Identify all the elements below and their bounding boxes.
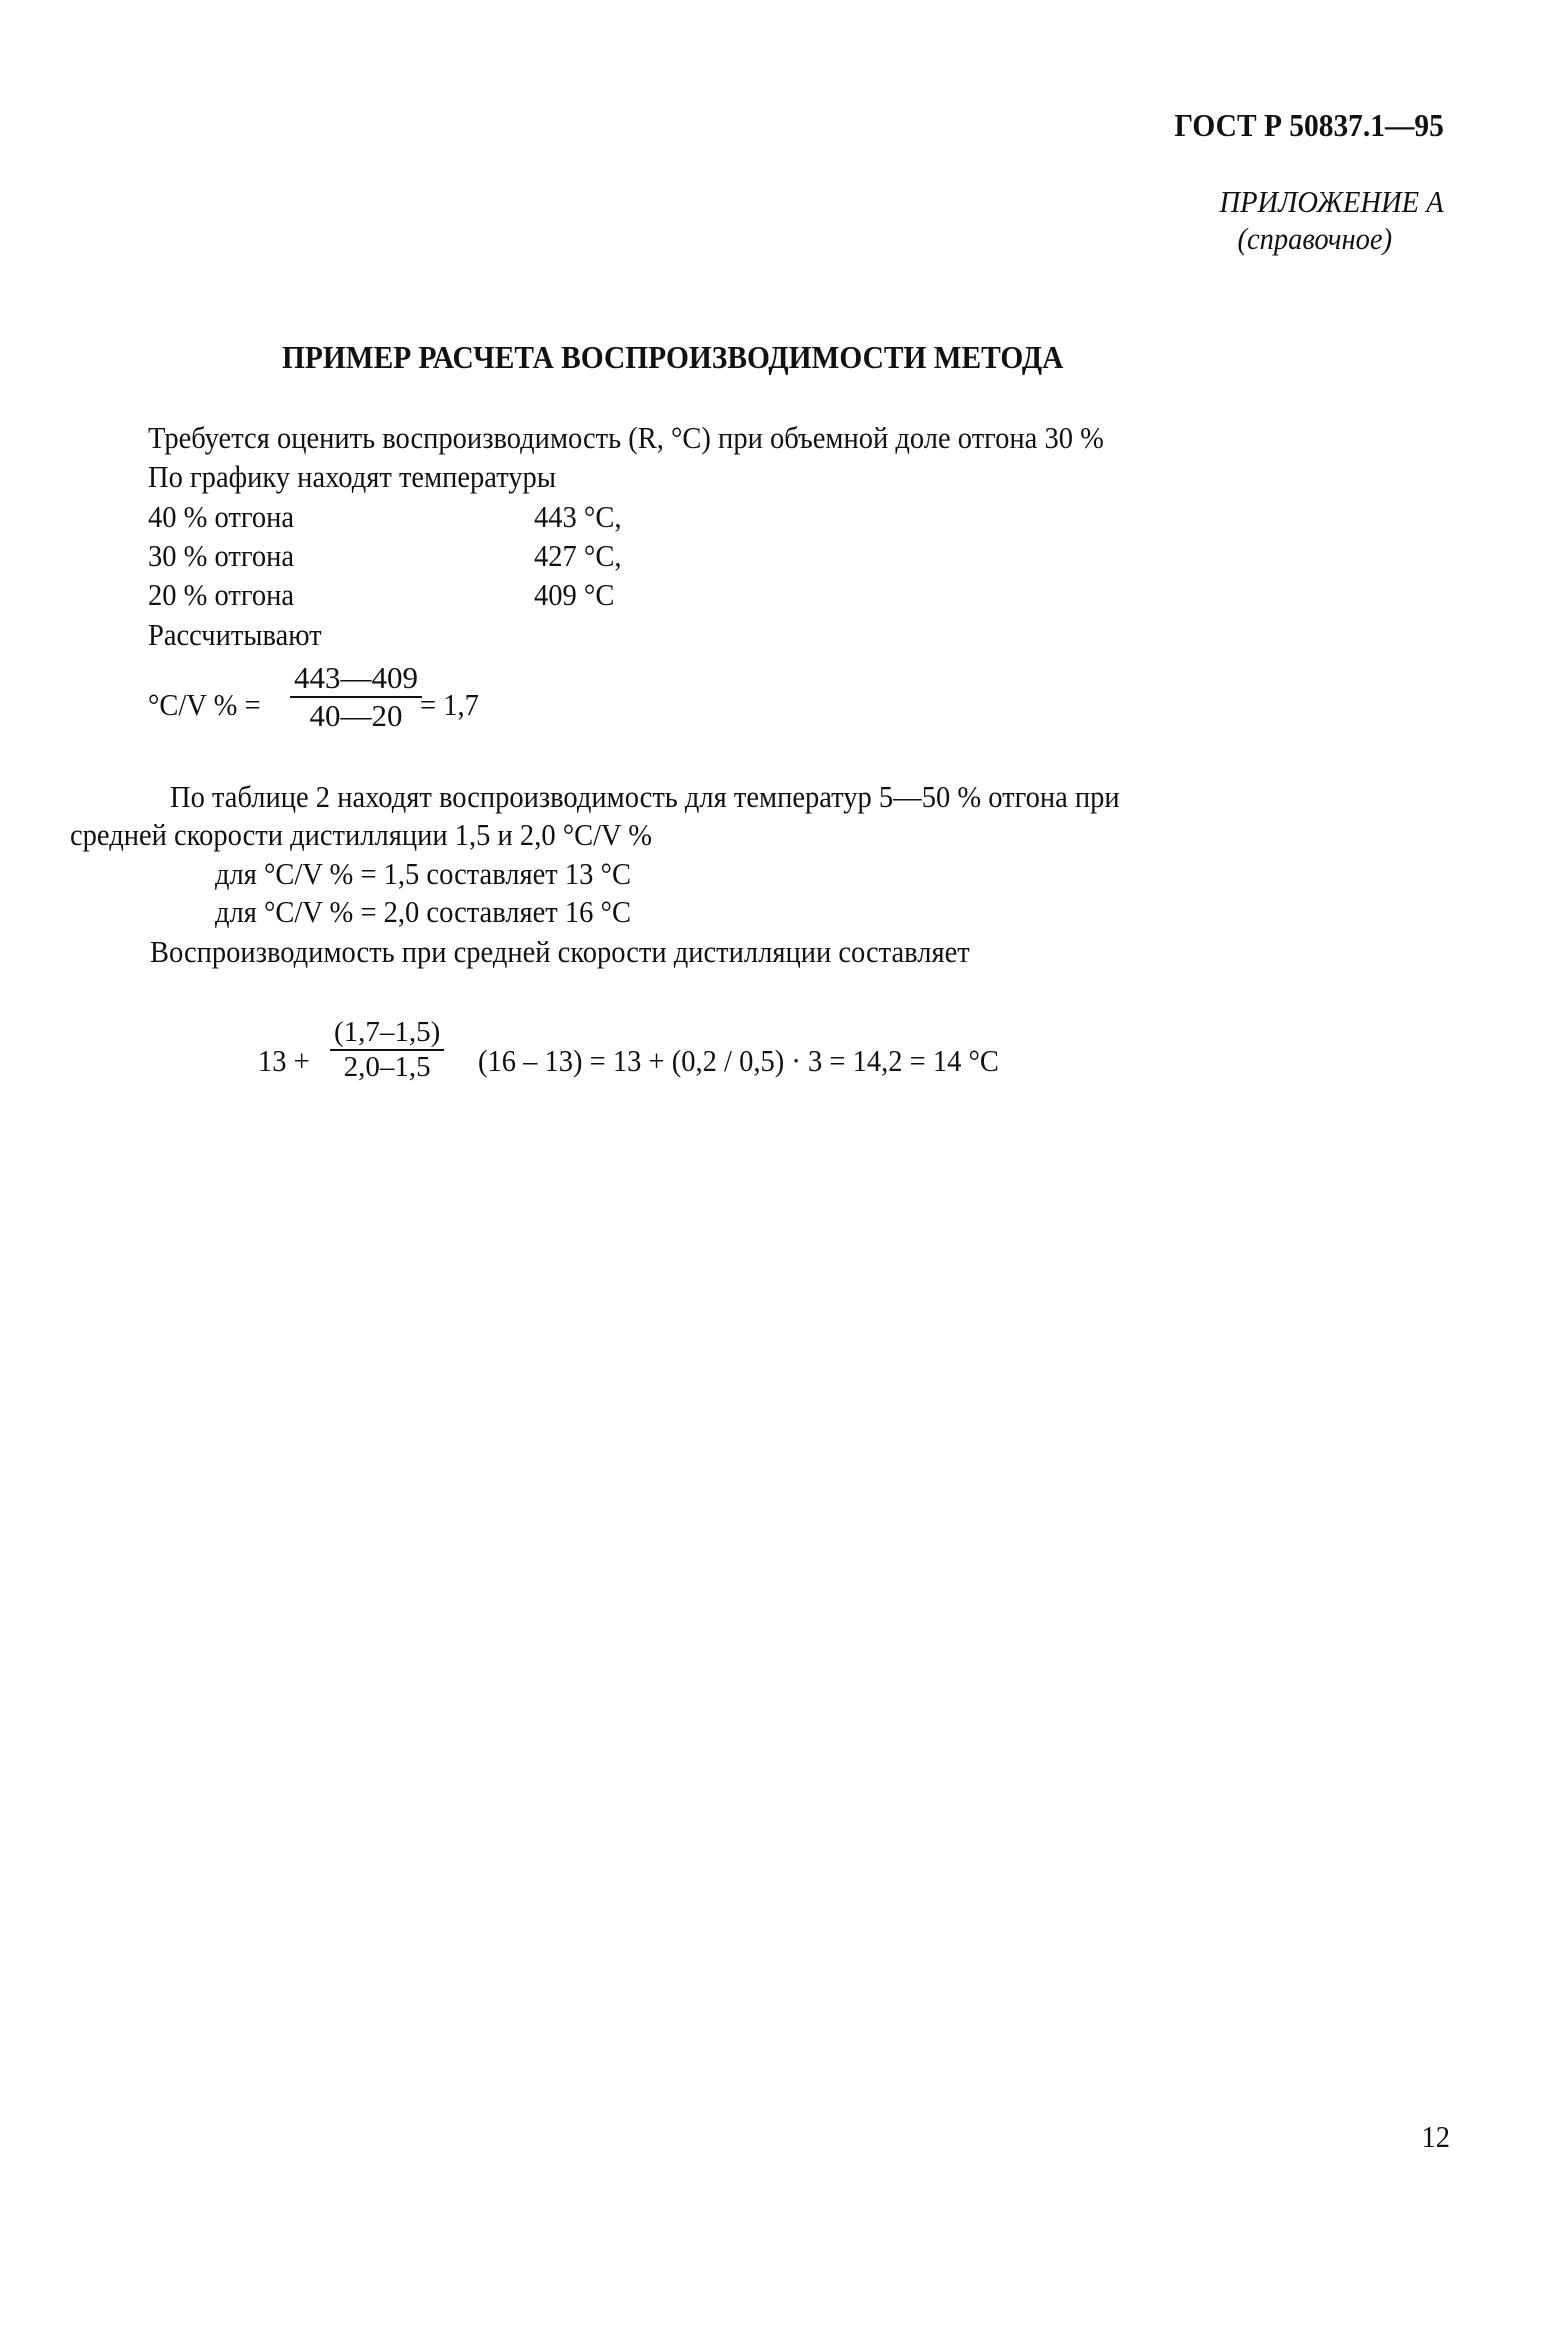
page-number: 12 — [1421, 2119, 1450, 2154]
temp-value: 443 °C, — [534, 499, 622, 534]
document-code: ГОСТ Р 50837.1—95 — [1174, 107, 1444, 143]
appendix-label: ПРИЛОЖЕНИЕ А — [1219, 184, 1444, 219]
paragraph-line: средней скорости дистилляции 1,5 и 2,0 °C/V % — [70, 817, 653, 852]
formula1-fraction — [290, 660, 422, 734]
formula2-rhs: (16 – 13) = 13 + (0,2 / 0,5) · 3 = 14,2 = 14 °C — [478, 1043, 999, 1078]
formula2-fraction — [330, 1016, 444, 1084]
page-title: ПРИМЕР РАСЧЕТА ВОСПРОИЗВОДИМОСТИ МЕТОДА — [282, 339, 1064, 375]
conclusion-line: Воспроизводимость при средней скорости дистилляции составляет — [150, 934, 970, 969]
formula2-numerator: (1,7–1,5) — [334, 1016, 441, 1048]
formula1-denominator: 40—20 — [290, 696, 422, 734]
formula1-result: = 1,7 — [420, 687, 479, 722]
formula1-lhs: °C/V % = — [148, 687, 261, 722]
temp-label: 20 % отгона — [148, 577, 295, 612]
case-line: для °C/V % = 2,0 составляет 16 °C — [215, 894, 631, 929]
case-line: для °C/V % = 1,5 составляет 13 °C — [215, 856, 631, 891]
temp-label: 40 % отгона — [148, 499, 295, 534]
paragraph-line: По таблице 2 находят воспроизводимость для температур 5—50 % отгона при — [170, 779, 1120, 814]
formula2-denominator: 2,0–1,5 — [330, 1049, 444, 1084]
appendix-note: (справочное) — [1237, 221, 1392, 256]
formula1-numerator: 443—409 — [294, 660, 418, 695]
temp-value: 409 °C — [534, 577, 615, 612]
calc-label: Рассчитывают — [148, 617, 322, 652]
temp-value: 427 °C, — [534, 538, 622, 573]
intro-line: Требуется оценить воспроизводимость (R, °C) при объемной доле отгона 30 % — [148, 420, 1104, 455]
formula2-lhs: 13 + — [258, 1043, 310, 1078]
intro-line: По графику находят температуры — [148, 459, 556, 494]
temp-label: 30 % отгона — [148, 538, 295, 573]
